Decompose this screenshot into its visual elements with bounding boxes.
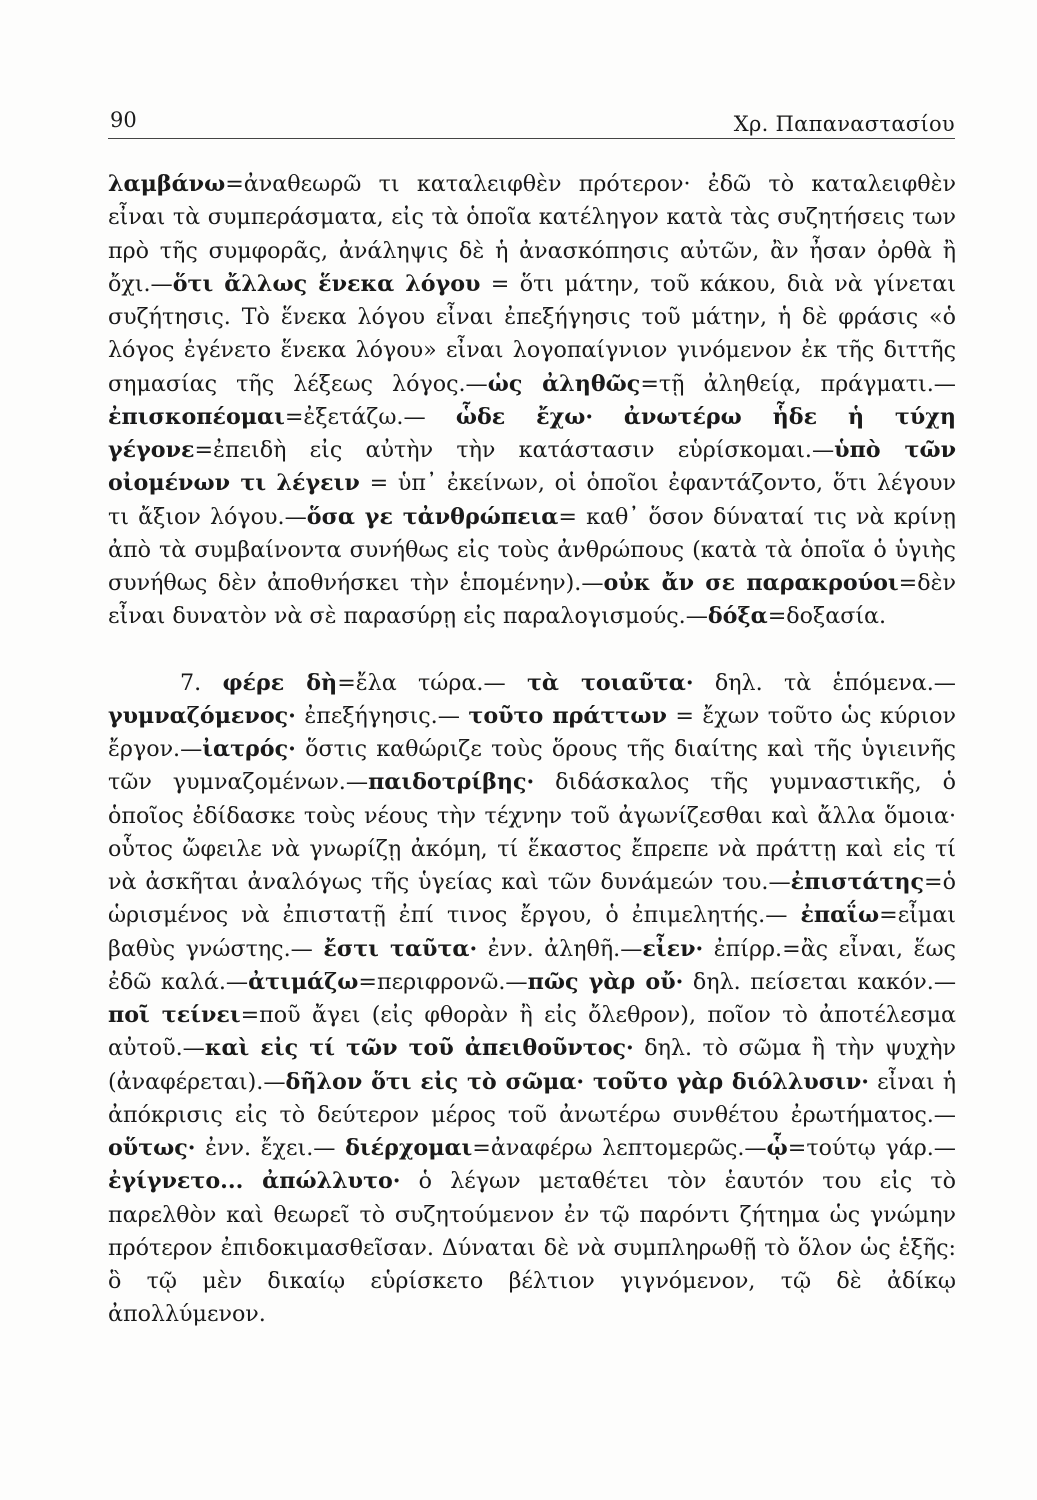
lemma: ὅτι ἄλλως ἕνεκα λόγου — [172, 270, 481, 297]
lemma: ἐπαΐω — [800, 902, 880, 929]
lemma: τὰ τοιαῦτα· — [526, 669, 694, 696]
lemma: τοῦτο πράττων — [468, 702, 667, 729]
gloss: =ἀναφέρω λεπτομερῶς.— — [472, 1135, 767, 1161]
gloss: =δὲν εἶναι δυνατὸν νὰ σὲ παρασύρῃ εἰς παραλογισμούς.— — [108, 570, 956, 630]
paragraph-1 — [108, 168, 956, 634]
lemma: οὕτως· — [108, 1135, 196, 1161]
gloss: = ἔχων τοῦτο ὡς κύριον ἔργον.— — [108, 702, 956, 762]
lemma: λαμβάνω — [108, 171, 226, 197]
gloss: δηλ. τὸ σῶμα ἢ τὴν ψυχὴν (ἀναφέρεται).— — [108, 1035, 957, 1095]
lemma: φέρε δὴ — [222, 669, 338, 696]
gloss: εἶναι ἡ ἀπόκρισις εἰς τὸ δεύτερον μέρος τοῦ ἀνωτέρω συνθέτου ἐρωτήματος.— — [108, 1068, 956, 1128]
lemma: ἀτιμάζω — [248, 968, 359, 995]
paragraph-2 — [108, 667, 956, 1332]
gloss: =ἐπειδὴ εἰς αὐτὴν τὴν κατάστασιν εὑρίσκομαι.— — [194, 437, 835, 463]
lemma: ᾧ — [766, 1135, 788, 1161]
lemma: εἶεν· — [642, 935, 704, 962]
gloss: =ἐξετάζω.— — [284, 403, 456, 430]
page-number: 90 — [110, 108, 137, 132]
gloss: =τῇ ἀληθείᾳ, πράγματι.— — [640, 370, 956, 397]
gloss: ἐνν. ἔχει.— — [195, 1135, 346, 1161]
lemma: ἐπιστάτης — [790, 869, 925, 895]
gloss: ἐπεξήγησις.— — [295, 702, 469, 729]
lemma: ὅσα γε τἀνθρώπεια — [306, 503, 559, 530]
lemma: ἐπισκοπέομαι — [108, 403, 285, 430]
gloss: =εἶμαι βαθὺς γνώστης.— — [108, 902, 956, 962]
gloss: =ἔλα τώρα.— — [337, 669, 527, 696]
gloss: = ὑπ᾽ ἐκείνων, οἱ ὁποῖοι ἐφαντάζοντο, ὅτι λέγουν τι ἄξιον λόγου.— — [108, 470, 957, 530]
gloss: ὁ λέγων μεταθέτει τὸν ἑαυτόν του εἰς τὸ παρελθὸν καὶ θεωρεῖ τὸ συζητούμενον ἐν τῷ παρόντι ζήτημα ὡς γνώμην πρότερον ἐπιδοκιμασθεῖσαν. Δύναται δὲ νὰ συμπληρωθῇ τὸ ὅλον ὡς ἑξῆς: ὃ τῷ μὲν δικαίῳ εὑρίσκετο βέλτιον γιγνόμενον, τῷ δὲ ἀδίκῳ ἀπολλύμενον. — [108, 1168, 956, 1328]
lemma: ποῖ τείνει — [108, 1002, 241, 1028]
lemma: ὡς ἀληθῶς — [487, 370, 641, 397]
lemma: ἰατρός· — [202, 736, 296, 762]
gloss: = καθ᾽ ὅσον δύναταί τις νὰ κρίνῃ ἀπὸ τὰ συμβαίνοντα συνήθως εἰς τοὺς ἀνθρώπους (κατὰ τὰ ὁποῖα ὁ ὑγιὴς συνήθως δὲν ἀποθνήσκει τὴν ἑπομένην).— — [108, 503, 956, 596]
lemma: οὐκ ἄν σε παρακρούοι — [603, 570, 899, 596]
gloss: =δοξασία. — [767, 603, 887, 630]
lemma: δῆλον ὅτι εἰς τὸ σῶμα· τοῦτο γὰρ διόλλυσιν· — [285, 1068, 869, 1095]
gloss: διδάσκαλος τῆς γυμναστικῆς, ὁ ὁποῖος ἐδίδασκε τοὺς νέους τὴν τέχνην τοῦ ἀγωνίζεσθαι καὶ ἄλλα ὅμοια· οὗτος ὤφειλε νὰ γνωρίζῃ ἀκόμη, τί ἕκαστος ἔπρεπε νὰ πράττῃ καὶ εἰς τί νὰ ἀσκῆται ἀναλόγως τῆς ὑγείας καὶ τῶν δυνάμεών του.— — [108, 769, 957, 895]
gloss: =ἀναθεωρῶ τι καταλειφθὲν πρότερον· ἐδῶ τὸ καταλειφθὲν εἶναι τὰ συμπεράσματα, εἰς τὰ ὁποῖα κατέληγον κατὰ τὰς συζητήσεις των πρὸ τῆς συμφορᾶς, ἀνάληψις δὲ ἡ ἀνασκόπησις αὐτῶν, ἂν ἦσαν ὀρθὰ ἢ ὄχι.— — [108, 171, 956, 297]
lemma: ἔστι ταῦτα· — [323, 935, 478, 962]
gloss: δηλ. πείσεται κακόν.— — [683, 968, 957, 995]
gloss: ὅστις καθώριζε τοὺς ὅρους τῆς διαίτης καὶ τῆς ὑγιεινῆς τῶν γυμναζομένων.— — [108, 736, 956, 796]
running-head: Χρ. Παπαναστασίου — [733, 112, 955, 136]
gloss: ἐνν. ἀληθῆ.— — [477, 935, 643, 962]
gloss: =τούτῳ γάρ.— — [787, 1135, 956, 1161]
gloss: = ὅτι μάτην, τοῦ κάκου, διὰ νὰ γίνεται συζήτησις. Τὸ ἕνεκα λόγου εἶναι ἐπεξήγησις τοῦ μάτην, ἡ δὲ φράσις «ὁ λόγος ἐγένετο ἕνεκα λόγου» εἶναι λογοπαίγνιον γινόμενον ἐκ τῆς διττῆς σημασίας τῆς λέξεως λόγος.— — [108, 270, 956, 397]
lemma: διέρχομαι — [345, 1135, 473, 1161]
gloss: δηλ. τὰ ἑπόμενα.— — [693, 669, 956, 696]
gloss: =ποῦ ἄγει (εἰς φθορὰν ἢ εἰς ὄλεθρον), ποῖον τὸ ἀποτέλεσμα αὐτοῦ.— — [108, 1002, 956, 1062]
gloss: =ὁ ὡρισμένος νὰ ἐπιστατῇ ἐπί τινος ἔργου, ὁ ἐπιμελητής.— — [108, 869, 956, 929]
lemma: γυμναζόμενος· — [108, 702, 296, 729]
section-number: 7. — [180, 669, 223, 696]
lemma: δόξα — [707, 603, 768, 630]
commentary-text — [108, 168, 956, 1332]
lemma: ὑπὸ τῶν οἰομένων τι λέγειν — [108, 437, 956, 497]
gloss: ἐπίρρ.=ἂς εἶναι, ἕως ἐδῶ καλά.— — [108, 935, 956, 995]
lemma: καὶ εἰς τί τῶν τοῦ ἀπειθοῦντος· — [204, 1035, 634, 1062]
lemma: παιδοτρίβης· — [368, 769, 535, 796]
header-rule — [108, 138, 955, 139]
lemma: ὧδε ἔχω· ἀνωτέρω ἧδε ἡ τύχη γέγονε — [108, 403, 956, 463]
lemma: ἐγίγνετο... ἀπώλλυτο· — [108, 1168, 401, 1195]
gloss: =περιφρονῶ.— — [358, 968, 528, 995]
lemma: πῶς γὰρ οὔ· — [527, 968, 684, 995]
